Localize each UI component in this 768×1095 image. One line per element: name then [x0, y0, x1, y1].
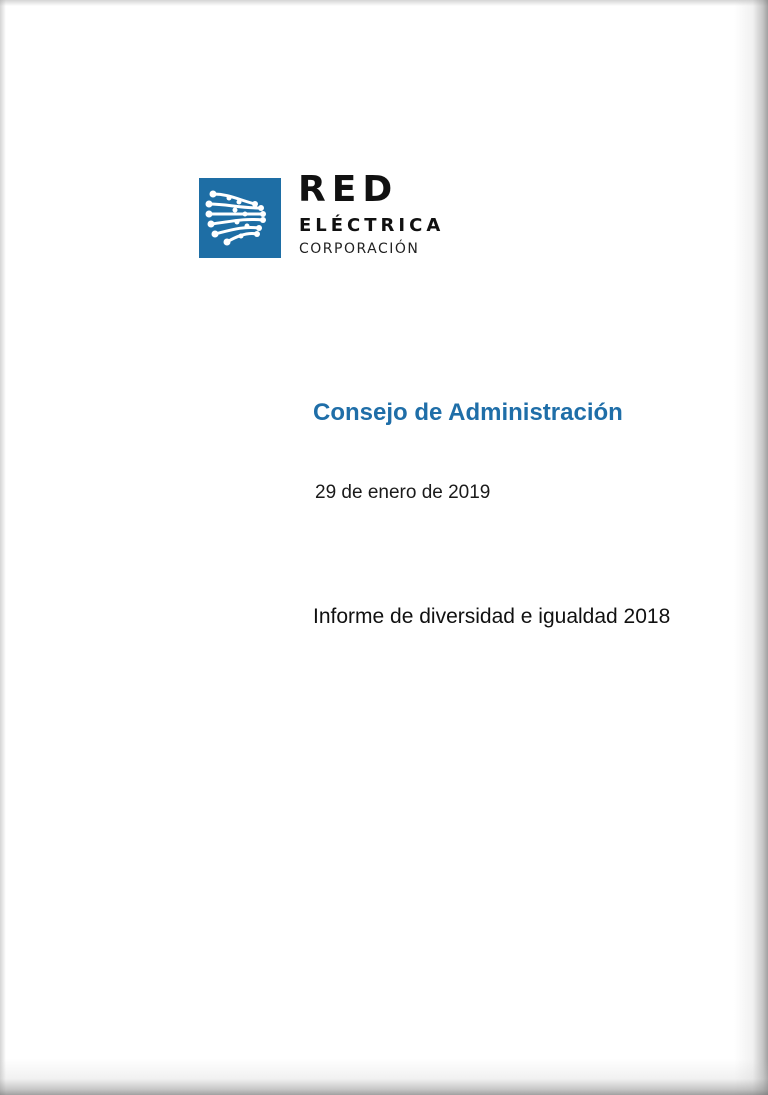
- logo-text-corporacion: CORPORACIÓN: [299, 241, 420, 257]
- page-edge-top: [0, 0, 768, 6]
- logo-text-electrica: ELÉCTRICA: [299, 215, 445, 236]
- document-date: 29 de enero de 2019: [315, 482, 491, 503]
- page-edge-bottom: [0, 1059, 768, 1095]
- logo-text-red: RED: [298, 169, 399, 210]
- company-logo: [199, 169, 489, 266]
- document-title: Consejo de Administración: [313, 399, 623, 426]
- network-nodes-icon: [199, 178, 281, 258]
- page-edge-right: [734, 0, 768, 1095]
- report-title: Informe de diversidad e igualdad 2018: [313, 605, 671, 628]
- page-edge-left: [0, 0, 6, 1095]
